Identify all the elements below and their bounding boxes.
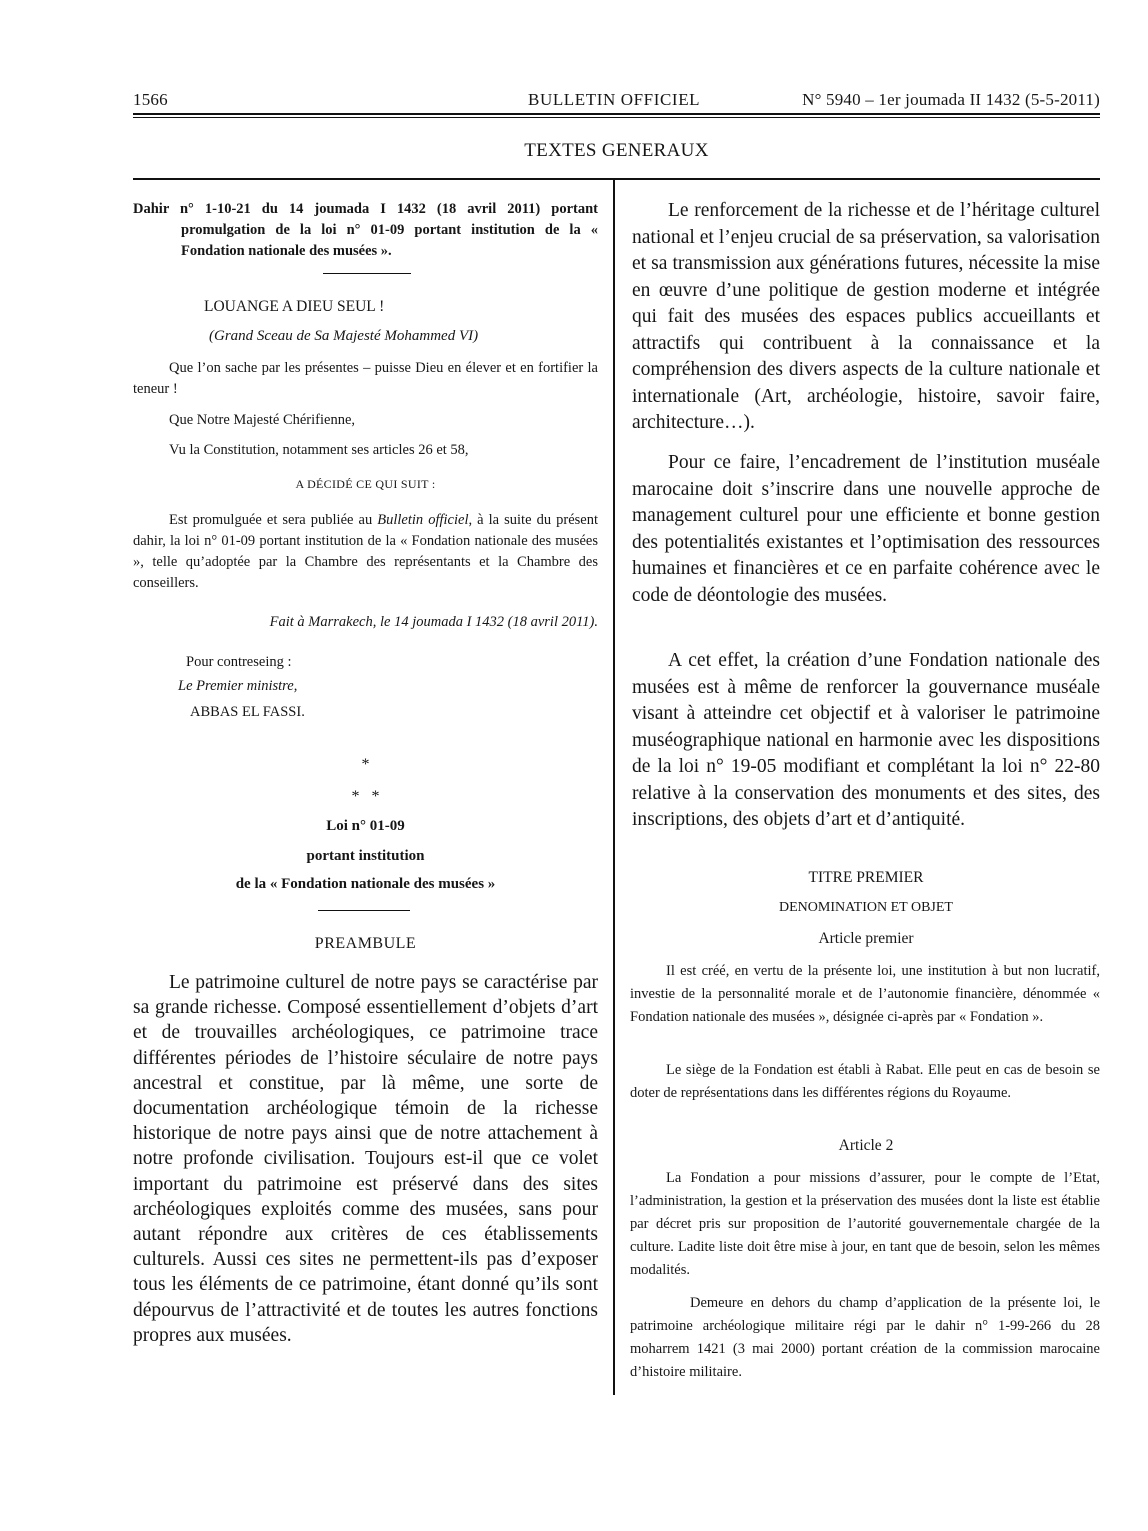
loi-subtitle-1: portant institution — [306, 848, 425, 864]
signataire: ABBAS EL FASSI. — [190, 704, 305, 720]
article2-heading: Article 2 — [838, 1137, 894, 1154]
loi-subtitle-2: de la « Fondation nationale des musées » — [235, 876, 496, 892]
est-promulguee-a: Est promulguée et sera publiée au — [169, 512, 378, 528]
article1-paragraph-1: Il est créé, en vertu de la présente loi, une institution à but non lucratif, investie de la personnalité morale et de l’autonomie financière, dénommée « Fondation nationale des musées », désignée ci-après par « Fondation ». — [630, 963, 1100, 1025]
article1-paragraph-2: Le siège de la Fondation est établi à Rabat. Elle peut en cas de besoin se doter de représentations dans les différentes régions du Royaume. — [630, 1062, 1100, 1101]
pour-contreseing: Pour contreseing : — [186, 654, 292, 670]
column-divider — [613, 180, 615, 1395]
que-notre-majeste: Que Notre Majesté Chérifienne, — [169, 412, 356, 428]
header-rule-top — [133, 113, 1100, 115]
est-promulguee — [133, 510, 598, 594]
journal-title: BULLETIN OFFICIEL — [528, 90, 701, 109]
star-single: * — [361, 756, 370, 773]
page-number: 1566 — [133, 90, 168, 109]
right-paragraph-2: Pour ce faire, l’encadrement de l’institution muséale marocaine doit s’inscrire dans une nouvelle approche de management culturel pour une efficiente et bonne gestion des potentialités existantes et l’optimisation des ressources humaines et financières et ce en parfaite cohérence avec le code de déontologie des musées. — [632, 452, 1100, 606]
article-premier-heading: Article premier — [818, 930, 914, 947]
est-promulguee-b: , à la suite du présent dahir, la loi n° 01-09 portant institution de la « Fondation nationale des musées », telle qu’adoptée par la Chambre des représentants et la Chambre des conseillers. — [133, 512, 598, 591]
short-rule-1 — [323, 273, 411, 274]
article2-paragraph-1: La Fondation a pour missions d’assurer, pour le compte de l’Etat, l’administration, la gestion et la préservation des musées dont la liste est établie par décret pris sur proposition de l’autorité gouvernementale chargée de la culture. Ladite liste doit être mise à jour, en tant que de besoin, selon les mêmes modalités. — [630, 1170, 1100, 1278]
dahir-title — [133, 199, 598, 262]
premier-ministre: Le Premier ministre, — [178, 678, 298, 694]
grand-sceau: (Grand Sceau de Sa Majesté Mohammed VI) — [209, 328, 479, 344]
fait-a-marrakech: Fait à Marrakech, le 14 joumada I 1432 (18 avril 2011). — [269, 614, 598, 630]
preambule-text: Le patrimoine culturel de notre pays se caractérise par sa grande richesse. Composé essentiellement d’objets d’art et de trouvailles archéologiques, ce patrimoine trace différentes périodes de l’histoire séculaire de notre pays ancestral et constitue, par là même, une sorte de documentation archéologique témoin de la richesse historique de notre pays ainsi que de notre attachement à notre profonde civilisation. Toujours est-il que ce volet important du patrimoine est préservé dans des sites archéologiques exploités comme des musées, sans pour autant répondre aux critères de ces établissements culturels. Aussi ces sites ne permettent-ils pas d’exposer tous les éléments de ce patrimoine, étant donné qu’ils sont dépourvus de l’attractivité et de toutes les autres fonctions propres aux musées. — [133, 972, 598, 1346]
que-lon-sache: Que l’on sache par les présentes – puisse Dieu en élever et en fortifier la teneur ! — [133, 360, 598, 397]
section-rule — [133, 178, 1100, 180]
titre-premier: TITRE PREMIER — [808, 869, 924, 886]
preambule-heading: PREAMBULE — [314, 935, 417, 952]
loi-title: Loi n° 01-09 — [326, 818, 405, 834]
short-rule-2 — [318, 910, 410, 911]
header-rule-bottom — [133, 117, 1100, 118]
bulletin-officiel-ref: Bulletin officiel — [377, 512, 469, 528]
right-paragraph-3: A cet effet, la création d’une Fondation nationale des musées est à même de renforcer la gouvernance muséale visant à atteindre cet objectif et à valoriser le patrimoine muséographique national en harmonie avec les dispositions de la loi n° 19-05 modifiant et complétant la loi n° 22-80 relative à la conservation des monuments et des sites, des inscriptions, des objets d’art et d’antiquité. — [632, 650, 1100, 830]
denomination-objet: DENOMINATION ET OBJET — [779, 900, 953, 915]
right-paragraph-1: Le renforcement de la richesse et de l’héritage culturel national et l’enjeu crucial de sa préservation, sa valorisation et sa transmission aux générations futures, nécessite la mise en œuvre d’une politique de gestion moderne et intégrée qui fait des musées des espaces publics accueillants et attractifs qui contribuent à la connaissance et la compréhension des divers aspects de la culture nationale et internationale (Art, archéologie, histoire, savoir faire, architecture…). — [632, 200, 1100, 433]
vu-constitution: Vu la Constitution, notamment ses articles 26 et 58, — [169, 442, 469, 458]
a-decide: A DÉCIDÉ CE QUI SUIT : — [295, 477, 436, 491]
star-double: * * — [351, 788, 380, 805]
louange: LOUANGE A DIEU SEUL ! — [204, 298, 385, 315]
article2-paragraph-2: Demeure en dehors du champ d’application de la présente loi, le patrimoine archéologique militaire régi par le dahir n° 1-99-266 du 28 moharrem 1421 (3 mai 2000) portant création de la commission marocaine d’histoire militaire. — [630, 1295, 1100, 1380]
section-title: TEXTES GENERAUX — [524, 140, 709, 161]
dahir-title-text: Dahir n° 1-10-21 du 14 joumada I 1432 (18 avril 2011) portant promulgation de la loi n° 01-09 portant institution de la « Fondation nationale des musées ». — [133, 201, 598, 259]
issue-reference: N° 5940 – 1er joumada II 1432 (5-5-2011) — [802, 90, 1100, 109]
